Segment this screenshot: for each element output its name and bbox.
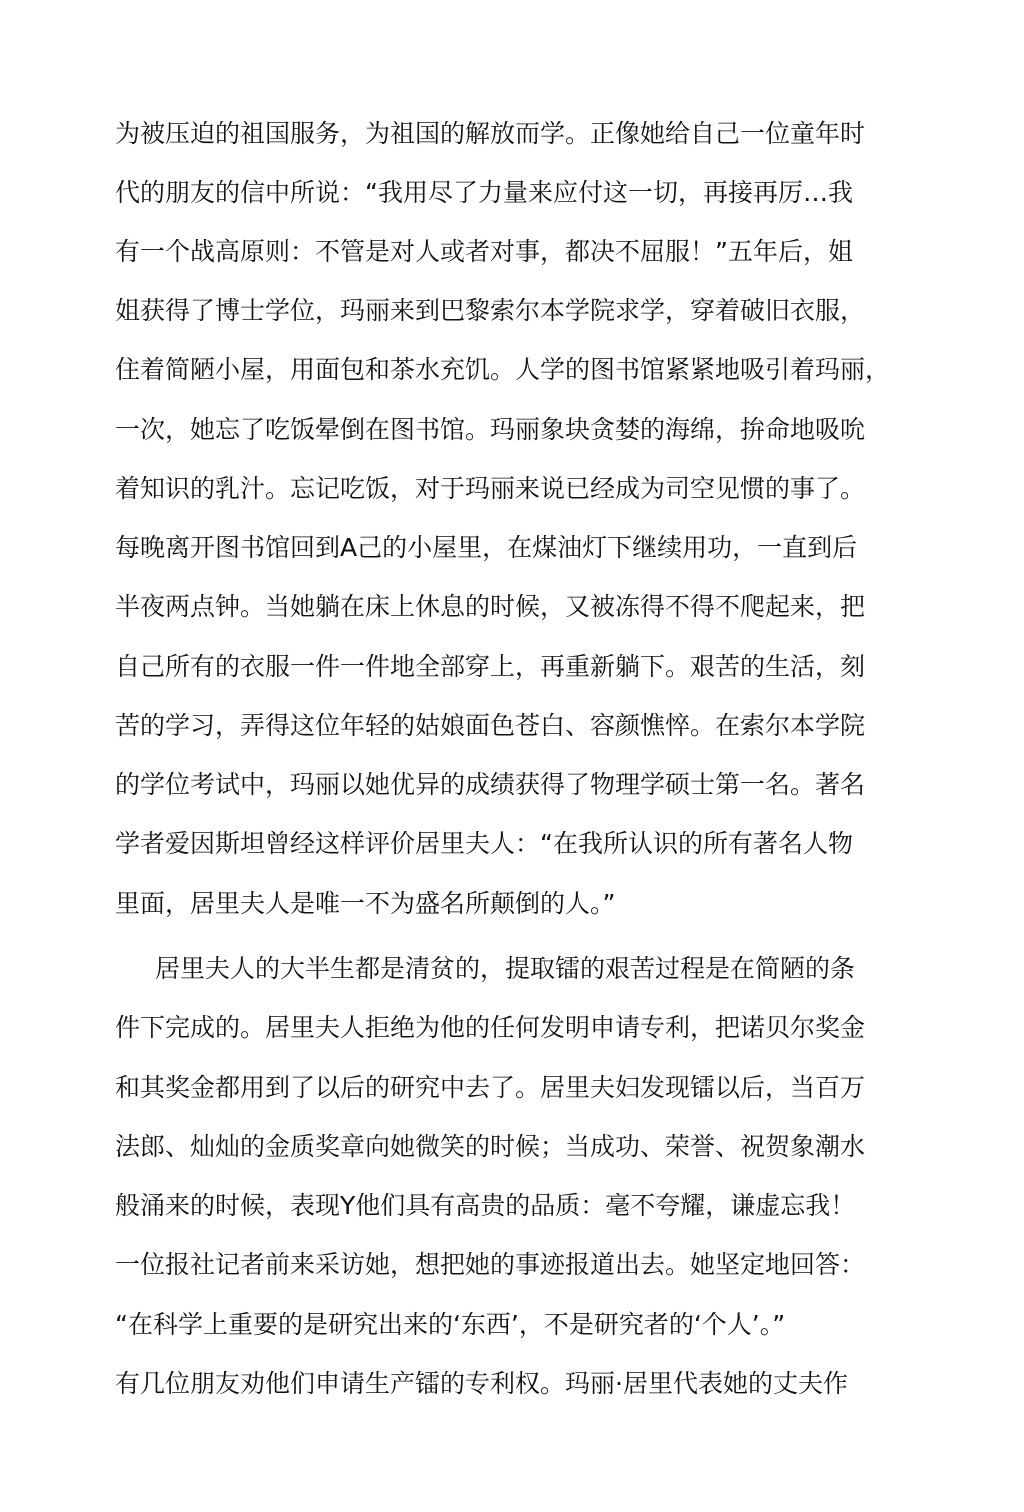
text-line: 姐获得了博士学位，玛丽来到巴黎索尔本学院求学，穿着破旧衣服， <box>115 296 866 325</box>
text-line: 苦的学习，弄得这位年轻的姑娘面色苍白、容颜憔悴。在索尔本学院 <box>115 711 866 740</box>
text-line: 有一个战高原则：不管是对人或者对事，都决不屈服！”五年后，姐 <box>115 237 853 266</box>
text-line: 为被压迫的祖国服务，为祖国的解放而学。正像她给自己一位童年时 <box>115 119 866 148</box>
paragraph-start-line: 居里夫人的大半生都是清贫的，提取镭的艰苦过程是在简陋的条 <box>155 954 856 983</box>
text-line: 的学位考试中，玛丽以她优异的成绩获得了物理学硕士第一名。著名 <box>115 770 866 799</box>
text-line: 件下完成的。居里夫人拒绝为他的任何发明申请专利，把诺贝尔奖金 <box>115 1013 866 1042</box>
text-line: 一位报社记者前来采访她，想把她的事迹报道出去。她坚定地回答： <box>115 1250 866 1279</box>
text-line: 里面，居里夫人是唯一不为盛名所颠倒的人。” <box>115 889 616 918</box>
text-line: “在科学上重要的是研究出来的‘东西’，不是研究者的‘个人’。” <box>115 1310 786 1339</box>
text-line: 和其奖金都用到了以后的研究中去了。居里夫妇发现镭以后，当百万 <box>115 1073 866 1102</box>
text-line: 般涌来的时候，表现Y他们具有高贵的品质：毫不夸耀，谦虚忘我！ <box>115 1191 856 1220</box>
text-line: 住着简陋小屋，用面包和茶水充饥。人学的图书馆紧紧地吸引着玛丽， <box>115 355 891 384</box>
text-line: 半夜两点钟。当她躺在床上休息的时候，又被冻得不得不爬起来，把 <box>115 592 866 621</box>
text-line: 法郎、灿灿的金质奖章向她微笑的时候；当成功、荣誉、祝贺象潮水 <box>115 1132 866 1161</box>
text-line: 每晚离开图书馆回到A己的小屋里，在煤油灯下继续用功，一直到后 <box>115 533 858 562</box>
text-line: 一次，她忘了吃饭晕倒在图书馆。玛丽象块贪婪的海绵，拚命地吸吮 <box>115 415 866 444</box>
text-line: 代的朋友的信中所说：“我用尽了力量来应付这一切，再接再厉…我 <box>115 178 853 207</box>
text-line: 学者爱因斯坦曾经这样评价居里夫人：“在我所认识的所有著名人物 <box>115 829 853 858</box>
text-line: 着知识的乳汁。忘记吃饭，对于玛丽来说已经成为司空见惯的事了。 <box>115 474 866 503</box>
text-line: 有几位朋友劝他们申请生产镭的专利权。玛丽·居里代表她的丈夫作 <box>115 1369 848 1398</box>
text-line: 自己所有的衣服一件一件地全部穿上，再重新躺下。艰苦的生活，刻 <box>115 652 866 681</box>
